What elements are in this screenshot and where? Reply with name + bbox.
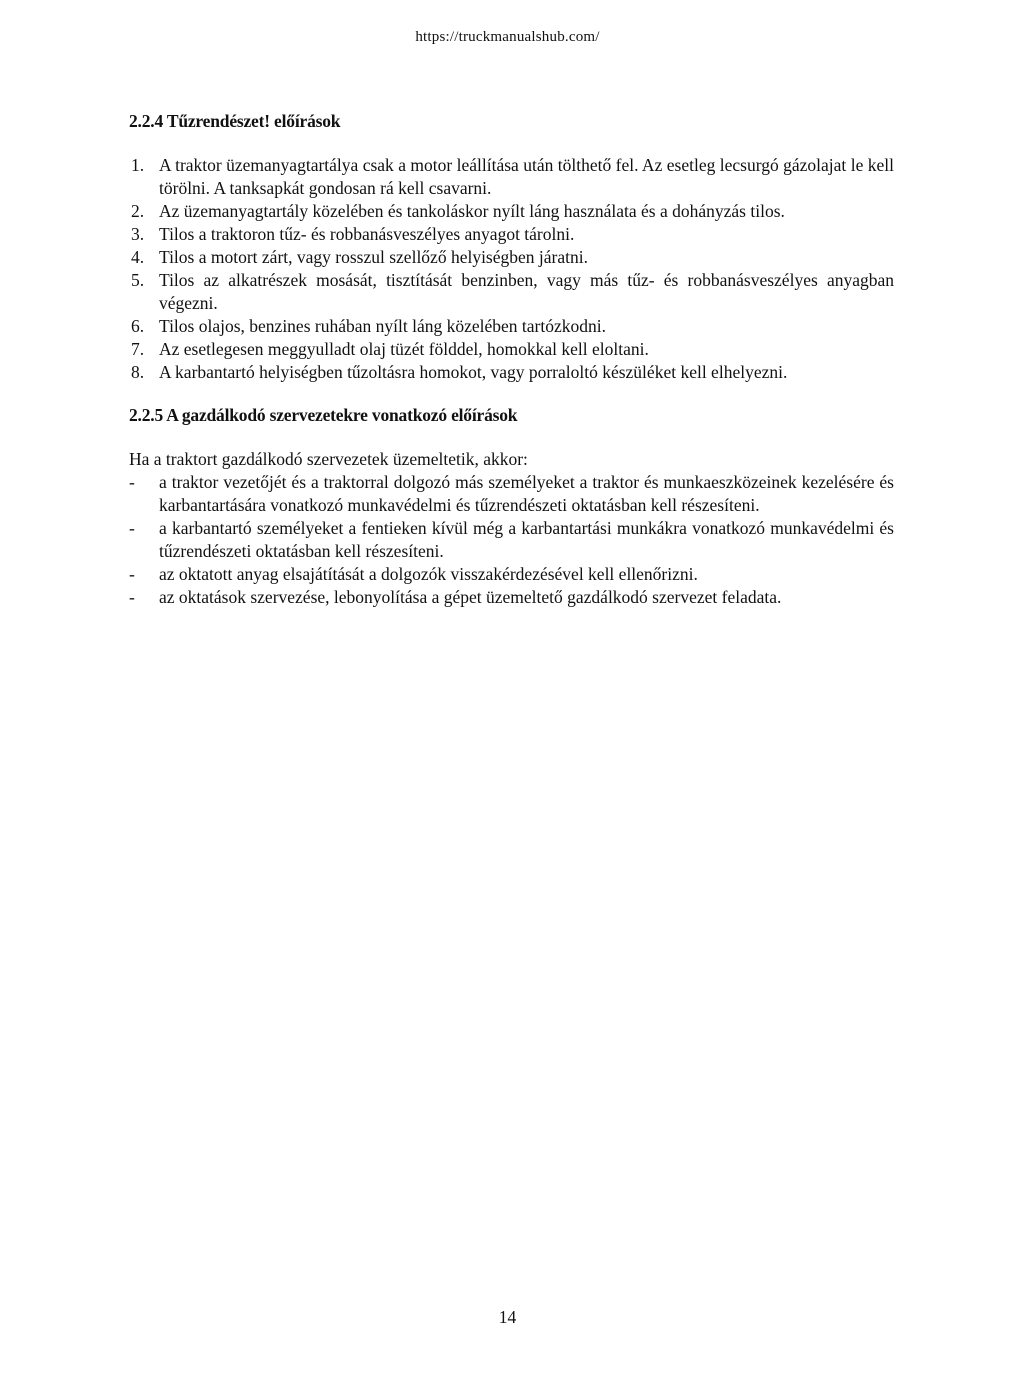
list-item xyxy=(129,471,894,517)
list-item-text: az oktatott anyag elsajátítását a dolgozók visszakérdezésével kell ellenőrizni. xyxy=(159,564,698,584)
list-item-text: Az üzemanyagtartály közelében és tankoláskor nyílt láng használata és a dohányzás tilos. xyxy=(159,201,785,221)
fire-safety-list xyxy=(129,154,894,384)
list-item-text: Tilos a traktoron tűz- és robbanásveszélyes anyagot tárolni. xyxy=(159,224,575,244)
list-item-text: Tilos olajos, benzines ruhában nyílt láng közelében tartózkodni. xyxy=(159,316,606,336)
list-item-dash: - xyxy=(129,587,135,607)
list-item xyxy=(129,315,894,338)
list-item-text: a traktor vezetőjét és a traktorral dolgozó más személyeket a traktor és munkaeszközeinek kezelésére és karbantartására vonatkozó munkavédelmi és tűzrendészeti oktatásban kell részesíteni. xyxy=(159,472,894,515)
list-item-number: 7. xyxy=(131,339,145,359)
list-item xyxy=(129,246,894,269)
list-item-number: 3. xyxy=(131,224,145,244)
list-item-text: A traktor üzemanyagtartálya csak a motor leállítása után tölthető fel. Az esetleg lecsurgó gázolajat le kell törölni. A tanksapkát gondosan rá kell csavarni. xyxy=(159,155,894,198)
organizations-section xyxy=(129,404,894,609)
list-item-text: Tilos a motort zárt, vagy rosszul szellőző helyiségben járatni. xyxy=(159,247,588,267)
list-item-text: Tilos az alkatrészek mosását, tisztítását benzinben, vagy más tűz- és robbanásveszélyes anyagban végezni. xyxy=(159,270,894,313)
section-title-fire-safety: 2.2.4 Tűzrendészet! előírások xyxy=(129,111,341,131)
page-number: 14 xyxy=(498,1307,517,1327)
list-item-text: Az esetlegesen meggyulladt olaj tüzét földdel, homokkal kell eloltani. xyxy=(159,339,649,359)
list-item xyxy=(129,154,894,200)
list-item-number: 8. xyxy=(131,362,145,382)
section-intro: Ha a traktort gazdálkodó szervezetek üzemeltetik, akkor: xyxy=(129,449,528,469)
page-content xyxy=(129,110,894,609)
list-item-number: 6. xyxy=(131,316,145,336)
list-item xyxy=(129,586,894,609)
list-item-number: 1. xyxy=(131,155,145,175)
list-item-dash: - xyxy=(129,564,135,584)
list-item-text: az oktatások szervezése, lebonyolítása a gépet üzemeltető gazdálkodó szervezet feladata. xyxy=(159,587,782,607)
list-item-dash: - xyxy=(129,472,135,492)
list-item xyxy=(129,223,894,246)
list-item-number: 4. xyxy=(131,247,145,267)
list-item-number: 5. xyxy=(131,270,145,290)
list-item xyxy=(129,269,894,315)
organizations-list xyxy=(129,471,894,609)
list-item xyxy=(129,361,894,384)
list-item-dash: - xyxy=(129,518,135,538)
list-item xyxy=(129,338,894,361)
list-item xyxy=(129,517,894,563)
list-item-text: a karbantartó személyeket a fentieken kívül még a karbantartási munkákra vonatkozó munkavédelmi és tűzrendészeti oktatásban kell részesíteni. xyxy=(159,518,894,561)
list-item-text: A karbantartó helyiségben tűzoltásra homokot, vagy porraloltó készüléket kell elhelyezni. xyxy=(159,362,788,382)
list-item xyxy=(129,200,894,223)
list-item xyxy=(129,563,894,586)
header-url: https://truckmanualshub.com/ xyxy=(415,29,600,45)
section-title-organizations: 2.2.5 A gazdálkodó szervezetekre vonatkozó előírások xyxy=(129,405,518,425)
list-item-number: 2. xyxy=(131,201,145,221)
